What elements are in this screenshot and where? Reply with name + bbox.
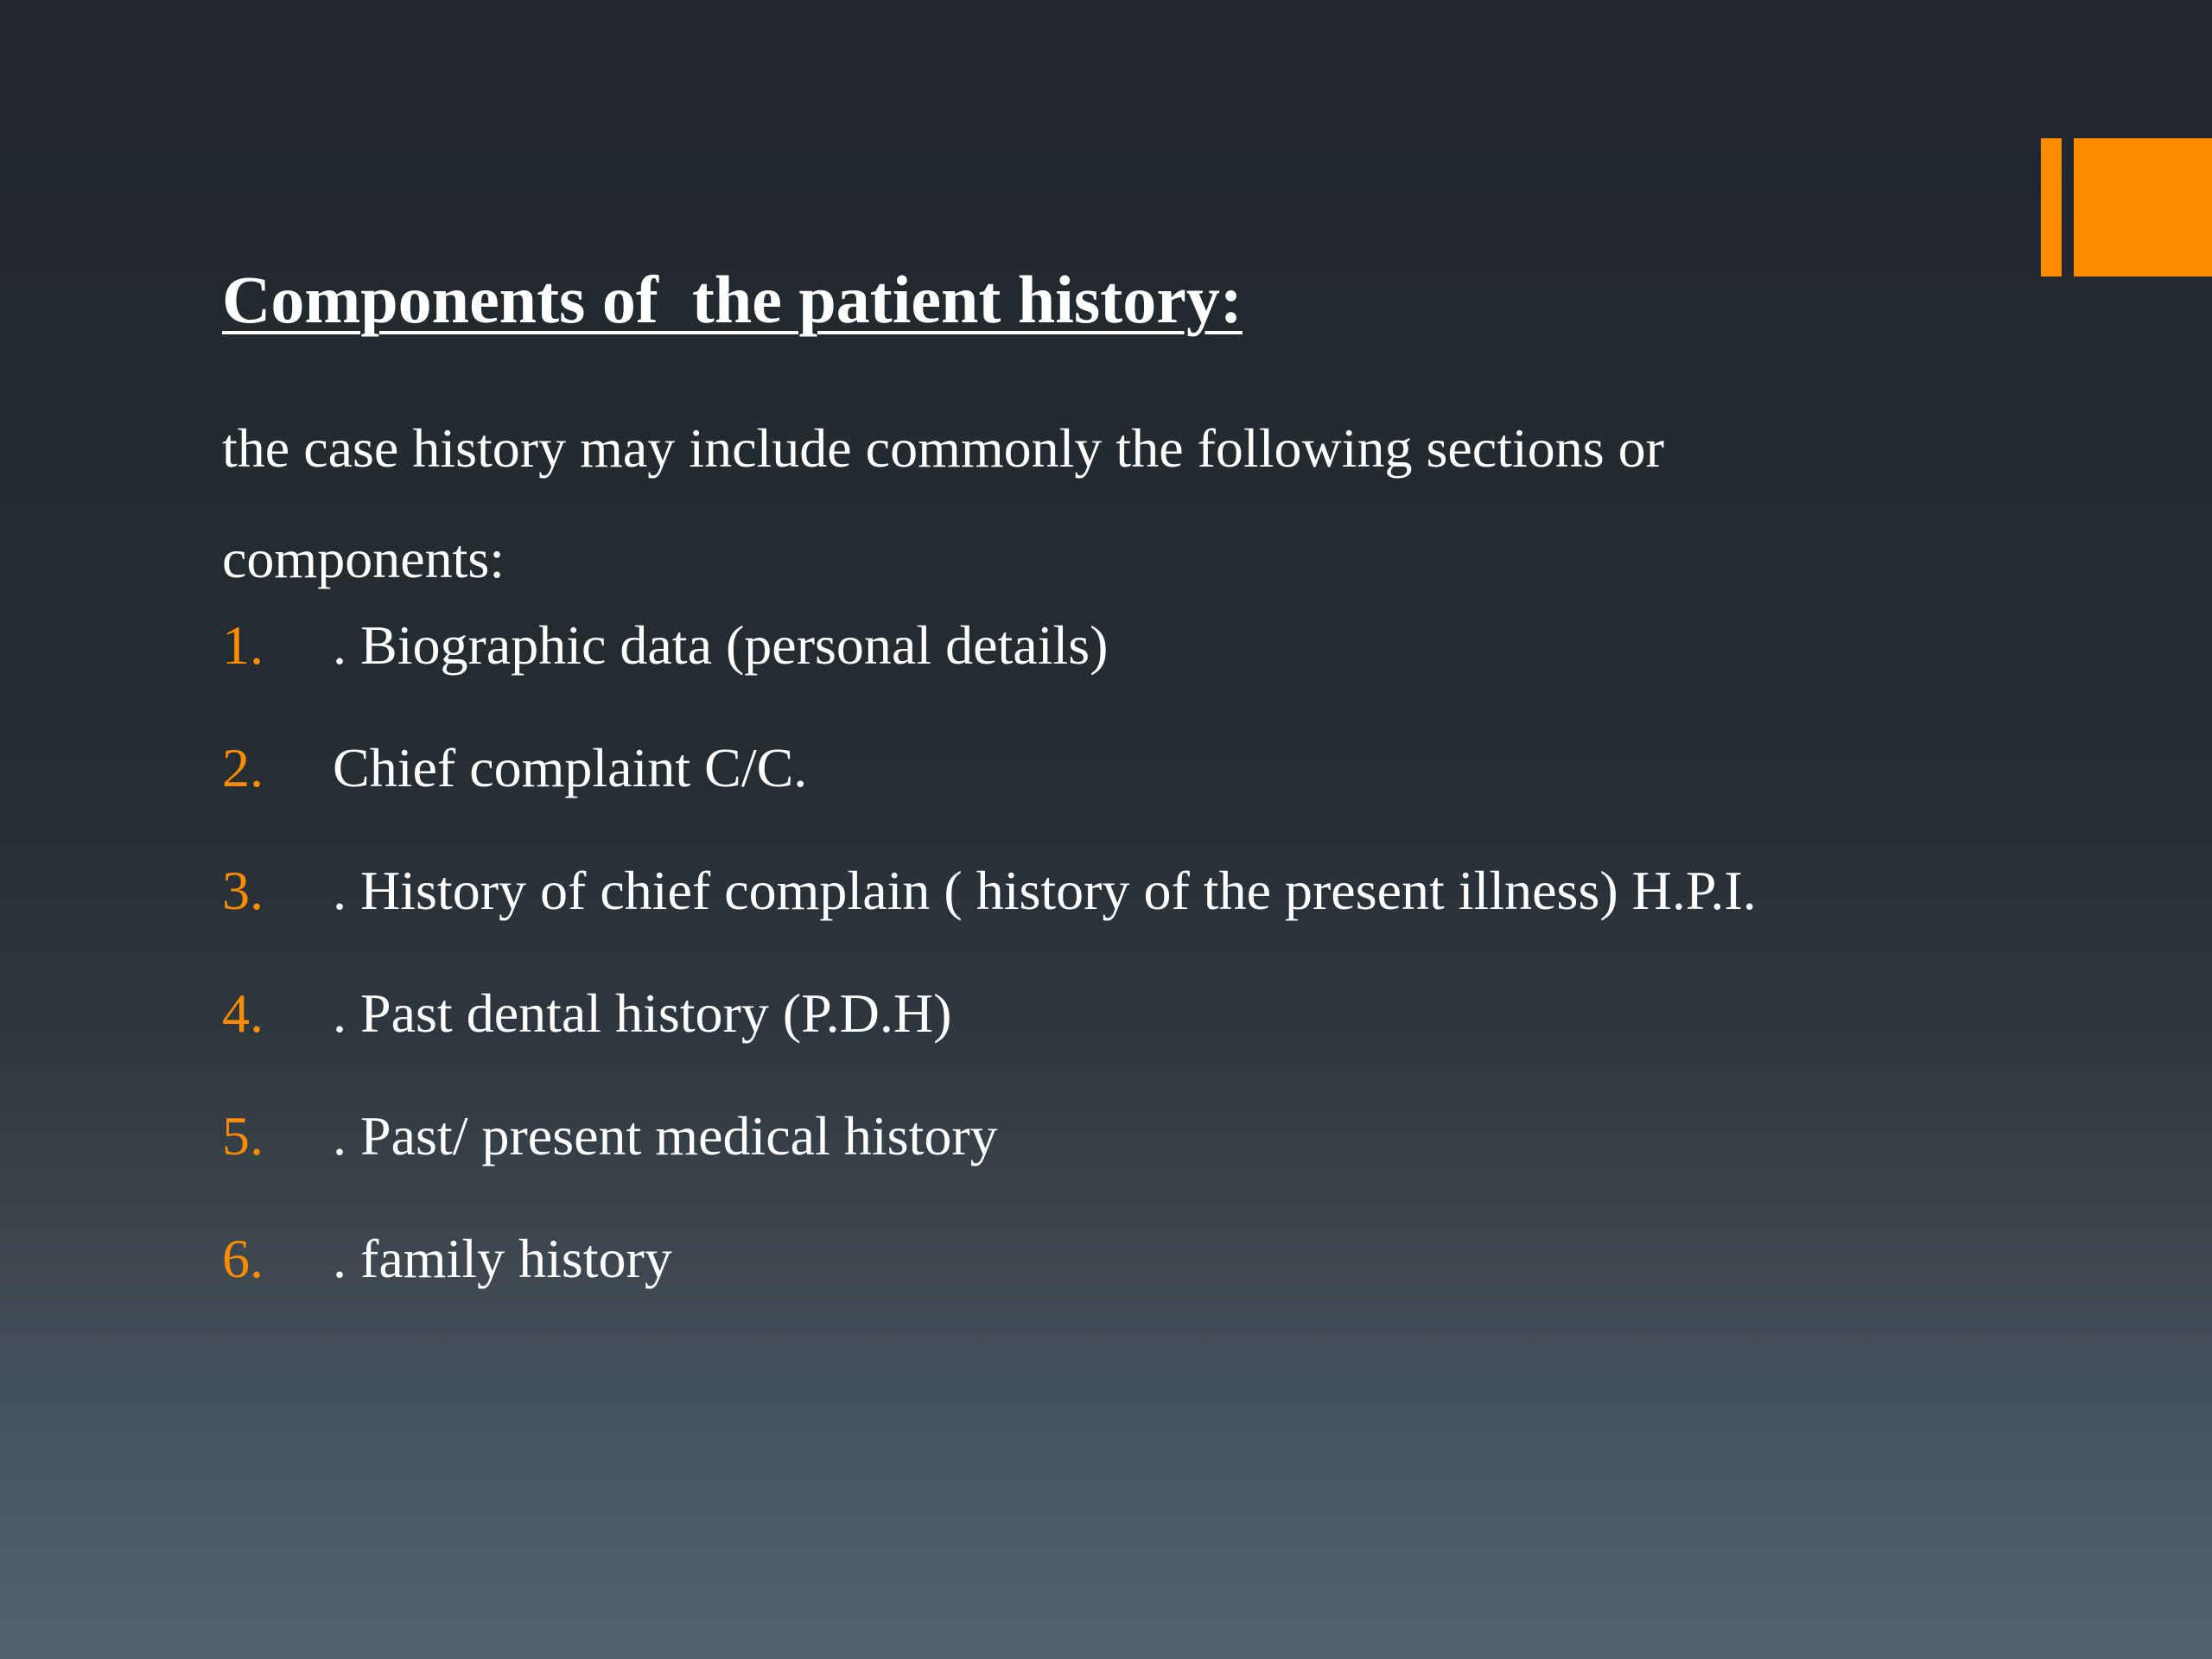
list-item [222,859,1757,982]
list-number: 1. [222,614,264,676]
list-item [222,1227,1757,1350]
slide-title: Components of the patient history: [222,262,1243,337]
list-text: . family history [333,1228,672,1289]
list-item [222,613,1757,736]
list-item [222,1104,1757,1227]
list-number: 5. [222,1105,264,1166]
list-text: . Past dental history (P.D.H) [333,982,952,1044]
accent-bar-block [2074,138,2212,276]
list-number: 4. [222,982,264,1044]
accent-bar-thin [2041,138,2062,276]
list-item [222,982,1757,1104]
list-text: Chief complaint C/C. [333,737,808,798]
intro-text: the case history may include commonly the following sections or components: [222,417,1664,589]
list-text: . Biographic data (personal details) [333,614,1109,676]
list-item [222,736,1757,859]
list-number: 2. [222,737,264,798]
components-list [222,613,1757,1350]
list-number: 6. [222,1228,264,1289]
list-text: . History of chief complain ( history of the present illness) H.P.I. [333,860,1757,921]
list-number: 3. [222,860,264,921]
list-text: . Past/ present medical history [333,1105,998,1166]
